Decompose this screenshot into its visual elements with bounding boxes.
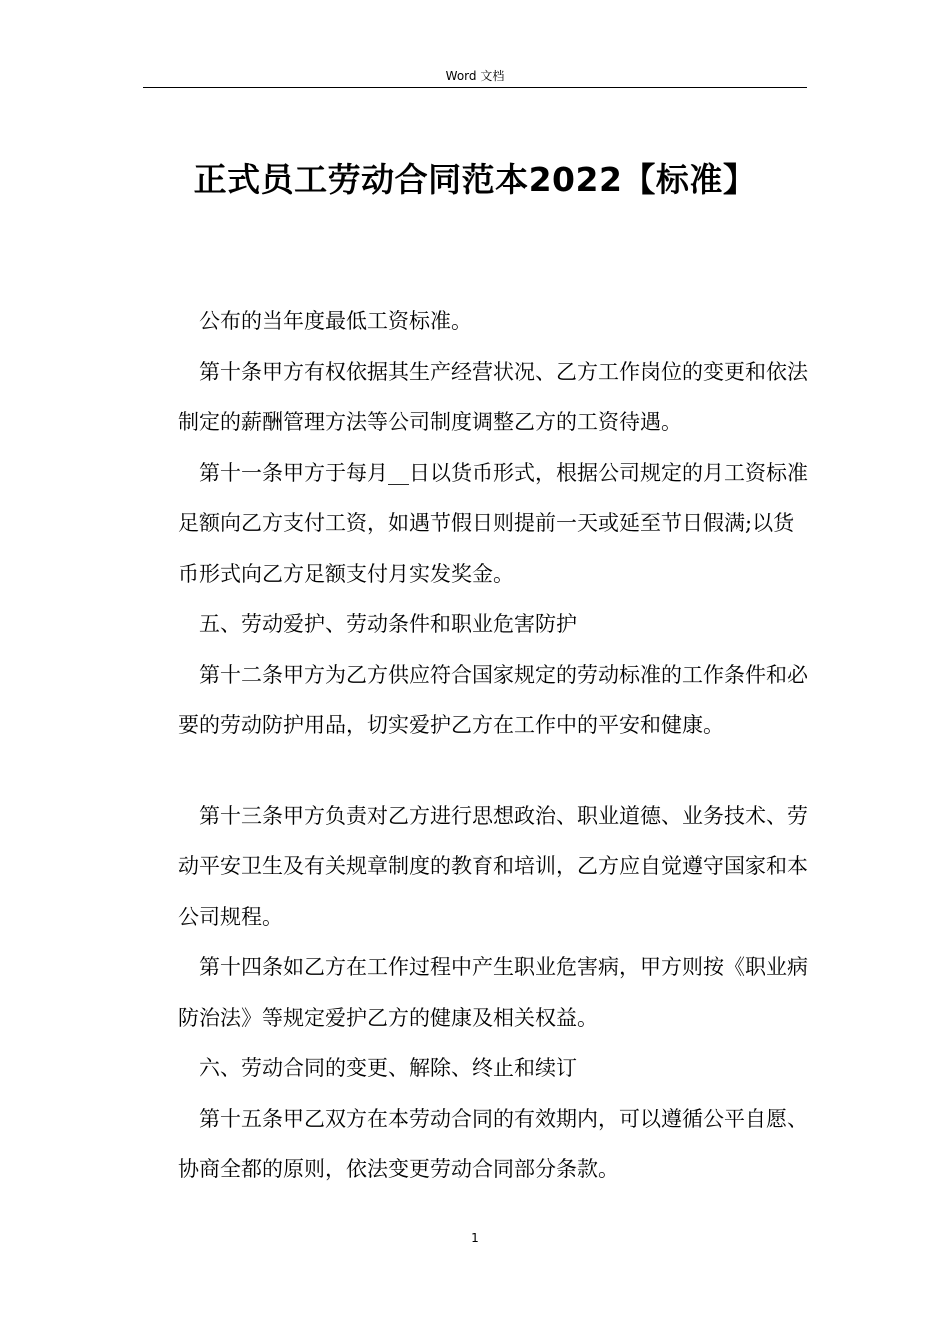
page-header-label: Word 文档	[445, 69, 505, 83]
header-divider	[143, 87, 807, 88]
section-heading: 六、劳动合同的变更、解除、终止和续订	[199, 1056, 577, 1080]
document-title: 正式员工劳动合同范本2022【标准】	[193, 160, 757, 199]
paragraph: 第十一条甲方于每月__日以货币形式，根据公司规定的月工资标准足额向乙方支付工资，如遇节假日则提前一天或延至节日假满;以货币形式向乙方足额支付月实发奖金。	[178, 460, 808, 586]
paragraph: 第十三条甲方负责对乙方进行思想政治、职业道德、业务技术、劳动平安卫生及有关规章制度的教育和培训，乙方应自觉遵守国家和本公司规程。	[178, 803, 808, 929]
paragraph: 第十五条甲乙双方在本劳动合同的有效期内，可以遵循公平自愿、协商全都的原则，依法变更劳动合同部分条款。	[178, 1106, 808, 1181]
page-number: 1	[471, 1231, 479, 1245]
paragraph: 公布的当年度最低工资标准。	[199, 309, 472, 333]
document-body	[178, 296, 808, 1195]
paragraph: 第十四条如乙方在工作过程中产生职业危害病，甲方则按《职业病防治法》等规定爱护乙方的健康及相关权益。	[178, 955, 808, 1030]
paragraph: 第十条甲方有权依据其生产经营状况、乙方工作岗位的变更和依法制定的薪酬管理方法等公司制度调整乙方的工资待遇。	[178, 359, 808, 434]
paragraph: 第十二条甲方为乙方供应符合国家规定的劳动标准的工作条件和必要的劳动防护用品，切实爱护乙方在工作中的平安和健康。	[178, 662, 808, 737]
section-heading: 五、劳动爱护、劳动条件和职业危害防护	[199, 612, 577, 636]
